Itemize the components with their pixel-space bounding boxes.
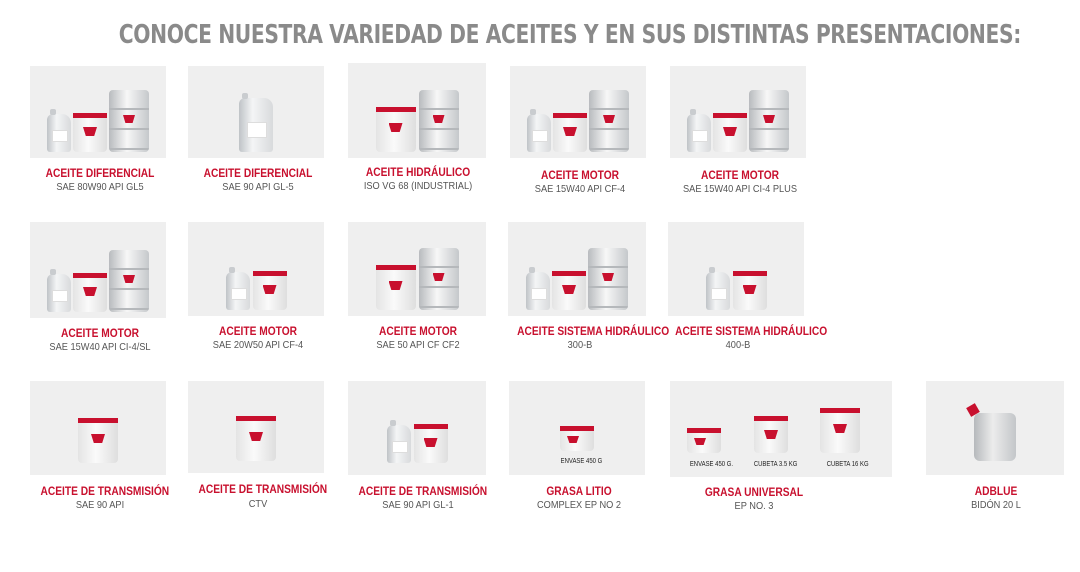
product-name: ACEITE MOTOR [540, 168, 620, 182]
product-name: ACEITE SISTEMA HIDRÁULICO [517, 324, 670, 338]
product-spec: SAE 90 API GL-5 [222, 181, 294, 193]
product-spec: SAE 15W40 API CI-4/SL [49, 341, 151, 353]
product-spec: CTV [248, 498, 268, 510]
product-image [510, 66, 646, 158]
product-name: ACEITE SISTEMA HIDRÁULICO [675, 324, 828, 338]
bucket-icon [713, 113, 747, 152]
product-name: ACEITE DIFERENCIAL [45, 166, 155, 180]
package-caption: ENVASE 450 G. [689, 461, 734, 468]
product-name: ACEITE MOTOR [700, 168, 780, 182]
bucket-icon [73, 273, 107, 312]
product-image [188, 66, 324, 158]
product-image [926, 381, 1064, 475]
product-spec: 400-B [725, 339, 751, 351]
product-name: ADBLUE [974, 484, 1018, 498]
product-card[interactable] [670, 381, 894, 515]
bucket-icon [78, 418, 118, 463]
product-image [188, 381, 324, 473]
product-card[interactable] [926, 381, 1066, 515]
product-card[interactable] [509, 381, 649, 515]
product-spec: COMPLEX EP NO 2 [536, 499, 622, 511]
package-caption: ENVASE 450 G [560, 458, 603, 465]
product-name: ACEITE MOTOR [218, 324, 298, 338]
product-spec: SAE 15W40 API CI-4 PLUS [682, 183, 798, 195]
product-name: ACEITE DIFERENCIAL [203, 166, 313, 180]
product-card[interactable] [30, 66, 170, 196]
product-card[interactable] [510, 66, 650, 196]
drum-icon [749, 90, 789, 152]
bucket-icon [733, 271, 767, 310]
jug-icon [239, 98, 273, 152]
product-card[interactable] [348, 381, 488, 515]
bucket-icon [73, 113, 107, 152]
product-name: ACEITE DE TRANSMISIÓN [40, 484, 170, 498]
bucket-icon [552, 271, 586, 310]
product-card[interactable] [348, 63, 488, 193]
product-spec: SAE 90 API [75, 499, 125, 511]
bucket-icon [376, 265, 416, 310]
product-name: ACEITE DE TRANSMISIÓN [358, 484, 488, 498]
jug-icon [47, 114, 71, 152]
product-spec: SAE 90 API GL-1 [382, 499, 454, 511]
jug-icon [527, 114, 551, 152]
product-name: ACEITE MOTOR [378, 324, 458, 338]
product-spec: EP NO. 3 [734, 500, 774, 512]
product-card[interactable] [188, 66, 328, 196]
product-image [670, 66, 806, 158]
bucket-icon [414, 424, 448, 463]
product-image [348, 381, 486, 475]
product-card[interactable] [188, 222, 328, 356]
jug-icon [687, 114, 711, 152]
jug-icon [387, 425, 411, 463]
product-image [348, 63, 486, 158]
bucket-icon [253, 271, 287, 310]
bucket-icon [754, 416, 788, 453]
bucket-icon [376, 107, 416, 152]
product-image [508, 222, 646, 316]
canister-icon [974, 413, 1016, 461]
product-spec: 300-B [567, 339, 593, 351]
bucket-icon [236, 416, 276, 461]
package-caption: CUBETA 3.5 KG [753, 461, 798, 468]
jug-icon [526, 272, 550, 310]
product-spec: SAE 15W40 API CF-4 [534, 183, 626, 195]
product-image [30, 222, 166, 318]
bucket-icon [687, 428, 721, 453]
page-title: CONOCE NUESTRA VARIEDAD DE ACEITES Y EN SUS DISTINTAS PRESENTACIONES: [118, 20, 1021, 50]
product-spec: ISO VG 68 (INDUSTRIAL) [363, 180, 473, 192]
jug-icon [706, 272, 730, 310]
bucket-icon [820, 408, 860, 453]
bucket-icon [553, 113, 587, 152]
bucket-icon [560, 426, 594, 451]
product-name: ACEITE HIDRÁULICO [365, 165, 471, 179]
product-image [30, 381, 166, 475]
product-name: ACEITE DE TRANSMISIÓN [198, 482, 328, 496]
product-card[interactable] [188, 381, 328, 515]
product-spec: SAE 80W90 API GL5 [56, 181, 144, 193]
product-image [188, 222, 324, 316]
product-spec: SAE 50 API CF CF2 [376, 339, 460, 351]
product-card[interactable] [506, 222, 670, 356]
product-card[interactable] [30, 381, 170, 515]
jug-icon [47, 274, 71, 312]
product-image [348, 222, 486, 316]
drum-icon [419, 90, 459, 152]
product-name: ACEITE MOTOR [60, 326, 140, 340]
package-caption: CUBETA 16 KG [826, 461, 869, 468]
product-image [30, 66, 166, 158]
jug-icon [226, 272, 250, 310]
drum-icon [589, 90, 629, 152]
drum-icon [109, 250, 149, 312]
drum-icon [419, 248, 459, 310]
drum-icon [588, 248, 628, 310]
product-spec: BIDÓN 20 L [971, 499, 1021, 511]
drum-icon [109, 90, 149, 152]
product-image [509, 381, 645, 475]
product-card[interactable] [30, 222, 170, 356]
product-spec: SAE 20W50 API CF-4 [212, 339, 304, 351]
product-card[interactable] [664, 222, 828, 356]
product-card[interactable] [670, 66, 810, 196]
product-name: GRASA LITIO [546, 484, 612, 498]
product-image [668, 222, 804, 316]
product-card[interactable] [348, 222, 488, 356]
product-name: GRASA UNIVERSAL [704, 485, 804, 499]
